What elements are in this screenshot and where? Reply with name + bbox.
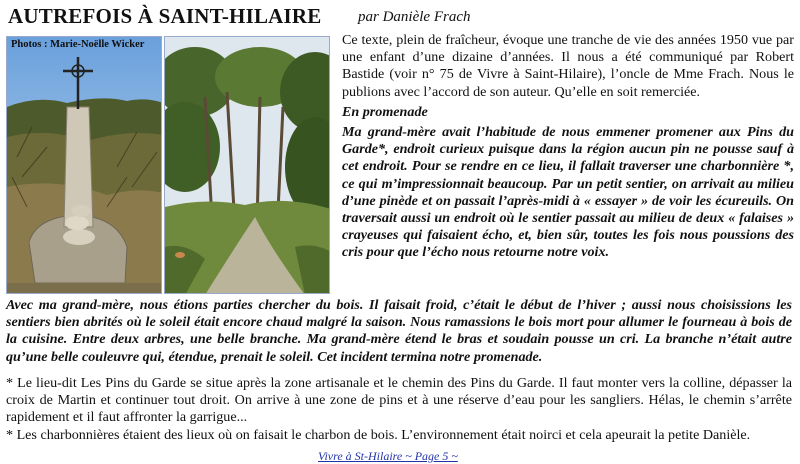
stone-cross-illustration (7, 37, 162, 294)
article-author: par Danièle Frach (358, 9, 471, 25)
right-column (342, 32, 794, 262)
story-paragraph-1: Ma grand-mère avait l’habitude de nous emmener promener aux Pins du Garde*, endroit curieux puisque dans la région aucun pin ne pousse sauf à cet endroit. Pour se rendre en ce lieu, il fallait traverser une charbonnière *, ce qui m’impressionnait beaucoup. Par un petit sentier, on arrivait au milieu d’une pinède et on passait l’après-midi à « essayer » de voir les écureuils. On traversait aussi un endroit où le sentier passait au milieu de deux « falaises » crayeuses qui faisaient écho, et, bien sûr, toutes les fois nous poussions des cris pour que l’écho nous retourne notre voix. (342, 124, 794, 261)
footnote-pins-du-garde: * Le lieu-dit Les Pins du Garde se situe après la zone artisanale et le chemin des Pins du Garde. Il faut monter vers la colline, dépasser la croix de Martin et continuer tout droit. On arrive à une zone de pins et à une réserve d’eau pour les sangliers. Hélas, le chemin s’arrête rapidement et il faut affronter la garrigue... (6, 375, 792, 426)
pine-path-illustration (165, 37, 330, 294)
page-footer: Vivre à St-Hilaire ~ Page 5 ~ (318, 449, 458, 463)
photo-credit: Photos : Marie-Noëlle Wicker (11, 39, 145, 50)
footnote-charbonnieres: * Les charbonnières étaient des lieux où on faisait le charbon de bois. L’environnement était noirci et cela apeurait la petite Danièle. (6, 426, 751, 443)
story-paragraph-2 (6, 297, 792, 366)
intro-paragraph: Ce texte, plein de fraîcheur, évoque une tranche de vie des années 1950 vue par une enfant d’une dizaine d’années. Il nous a été communiqué par Robert Bastide (voir n° 75 de Vivre à Saint-Hilaire), l’oncle de Mme Frach. Nous le publions avec l’accord de son auteur. Qu’elle en soit remerciée. (342, 32, 794, 100)
footnotes (6, 375, 792, 444)
photo-stone-cross (6, 36, 162, 294)
photo-pine-path (164, 36, 330, 294)
photo-group (6, 36, 330, 294)
story-paragraph-2-text: Avec ma grand-mère, nous étions parties chercher du bois. Il faisait froid, c’était le début de l’hiver ; aussi nous choisissions les sentiers bien abrités où le soleil était encore chaud malgré la saison. Nous ramassions le bois mort pour allumer le fourneau à bois de la cuisine. Entre deux arbres, une belle branche. Ma grand-mère étend le bras et soudain pousse un cri. La branche n’était autre qu’une belle couleuvre qui, étendue, prenait le soleil. Cet incident termina notre promenade. (6, 297, 792, 365)
section-title: En promenade (342, 103, 428, 120)
article-title: AUTREFOIS À SAINT-HILAIRE (8, 4, 322, 28)
